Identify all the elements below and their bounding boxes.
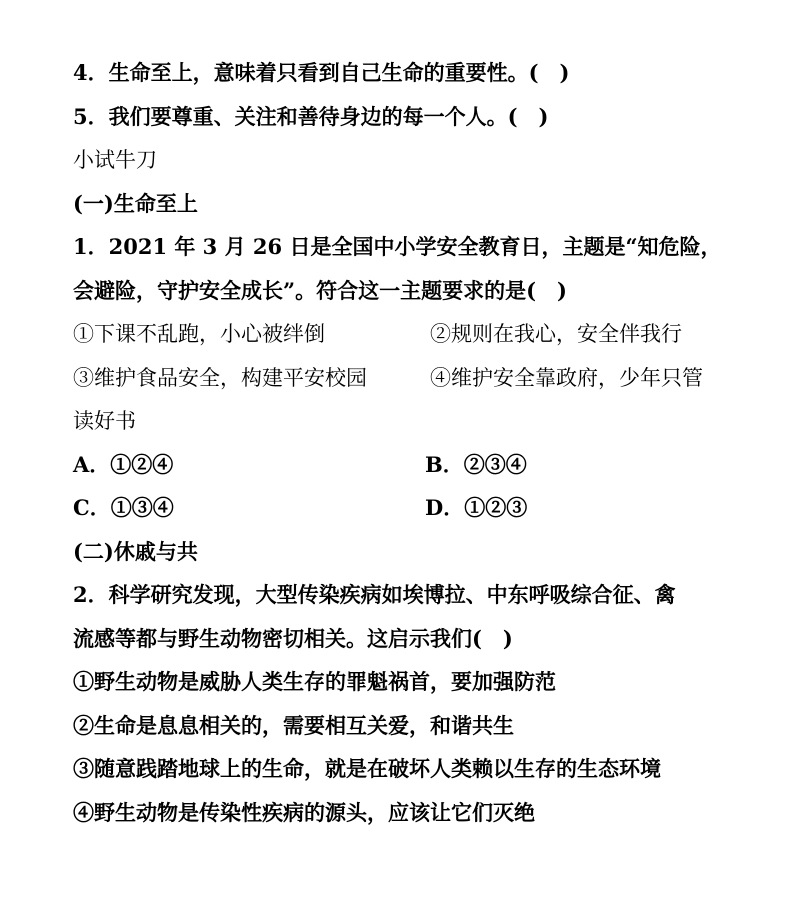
part1-statement-1: ①下课不乱跑，小心被绊倒: [73, 322, 325, 346]
part2-question-line2: 流感等都与野生动物密切相关。这启示我们( ): [73, 626, 513, 651]
part2-statement-4: ④野生动物是传染性疾病的源头，应该让它们灭绝: [73, 800, 535, 825]
part2-statement-2: ②生命是息息相关的，需要相互关爱，和谐共生: [73, 713, 514, 738]
part1-question-line1: 1．2021 年 3 月 26 日是全国中小学安全教育日，主题是“知危险，: [73, 234, 722, 259]
section-title: 小试牛刀: [73, 148, 157, 172]
part1-statement-4-line2: 读好书: [73, 409, 136, 433]
part1-statement-4-line1: ④维护安全靠政府，少年只管: [430, 366, 703, 390]
option-a: A．①②④: [73, 452, 174, 477]
question-5: 5．我们要尊重、关注和善待身边的每一个人。( ): [73, 104, 549, 129]
part1-statement-3: ③维护食品安全，构建平安校园: [73, 366, 367, 390]
part2-statement-3: ③随意践踏地球上的生命，就是在破坏人类赖以生存的生态环境: [73, 756, 661, 781]
part1-statement-2: ②规则在我心，安全伴我行: [430, 322, 682, 346]
option-c: C．①③④: [73, 495, 174, 520]
part2-question-line1: 2．科学研究发现，大型传染疾病如埃博拉、中东呼吸综合征、禽: [73, 582, 676, 607]
question-4: 4．生命至上，意味着只看到自己生命的重要性。( ): [73, 60, 570, 85]
part2-statement-1: ①野生动物是威胁人类生存的罪魁祸首，要加强防范: [73, 669, 556, 694]
part1-heading: (一)生命至上: [73, 191, 198, 216]
option-d: D．①②③: [425, 495, 528, 520]
part2-heading: (二)休戚与共: [73, 539, 198, 564]
part1-question-line2: 会避险，守护安全成长”。符合这一主题要求的是( ): [73, 278, 567, 303]
option-b: B．②③④: [425, 452, 527, 477]
